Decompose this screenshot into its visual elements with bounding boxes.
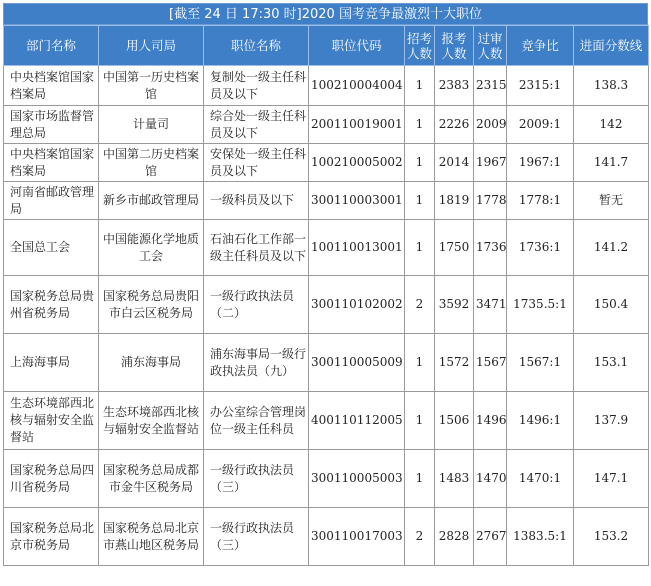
cell-hire: 1 — [405, 106, 435, 144]
col-header-dept: 部门名称 — [4, 26, 99, 66]
cell-user: 中国能源化学地质工会 — [99, 220, 204, 276]
cell-applied: 2226 — [435, 106, 474, 144]
cell-dept: 中央档案馆国家档案局 — [4, 66, 99, 106]
header-row — [4, 26, 649, 66]
cell-ratio: 2315:1 — [507, 66, 574, 106]
cell-position: 一级行政执法员（三） — [204, 508, 309, 566]
cell-code: 300110003001 — [309, 182, 405, 220]
cell-applied: 1819 — [435, 182, 474, 220]
cell-ratio: 1496:1 — [507, 392, 574, 450]
cell-approved: 3471 — [474, 276, 507, 334]
cell-score: 150.4 — [574, 276, 649, 334]
cell-applied: 1750 — [435, 220, 474, 276]
col-header-user: 用人司局 — [99, 26, 204, 66]
cell-position: 一级科员及以下 — [204, 182, 309, 220]
col-header-applied: 报考人数 — [435, 26, 474, 66]
cell-applied: 1506 — [435, 392, 474, 450]
table-title: [截至 24 日 17:30 时]2020 国考竞争最激烈十大职位 — [3, 3, 648, 25]
cell-approved: 2009 — [474, 106, 507, 144]
positions-table — [3, 25, 649, 566]
cell-position: 复制处一级主任科员及以下 — [204, 66, 309, 106]
col-header-hire: 招考人数 — [405, 26, 435, 66]
cell-code: 100210004004 — [309, 66, 405, 106]
cell-code: 300110017003 — [309, 508, 405, 566]
cell-ratio: 1736:1 — [507, 220, 574, 276]
cell-applied: 1483 — [435, 450, 474, 508]
cell-ratio: 1567:1 — [507, 334, 574, 392]
table-row — [4, 392, 649, 450]
cell-approved: 1967 — [474, 144, 507, 182]
table-row — [4, 182, 649, 220]
cell-dept: 上海海事局 — [4, 334, 99, 392]
cell-code: 300110005009 — [309, 334, 405, 392]
cell-applied: 1572 — [435, 334, 474, 392]
cell-hire: 1 — [405, 144, 435, 182]
cell-dept: 国家税务总局贵州省税务局 — [4, 276, 99, 334]
cell-applied: 3592 — [435, 276, 474, 334]
table-container — [3, 3, 648, 566]
cell-dept: 国家税务总局四川省税务局 — [4, 450, 99, 508]
cell-ratio: 1778:1 — [507, 182, 574, 220]
cell-ratio: 1967:1 — [507, 144, 574, 182]
col-header-position: 职位名称 — [204, 26, 309, 66]
cell-score: 153.2 — [574, 508, 649, 566]
table-row — [4, 276, 649, 334]
cell-position: 综合处一级主任科员及以下 — [204, 106, 309, 144]
cell-code: 100110013001 — [309, 220, 405, 276]
cell-ratio: 1735.5:1 — [507, 276, 574, 334]
cell-approved: 2315 — [474, 66, 507, 106]
cell-score: 142 — [574, 106, 649, 144]
cell-hire: 2 — [405, 508, 435, 566]
cell-score: 153.1 — [574, 334, 649, 392]
col-header-score: 进面分数线 — [574, 26, 649, 66]
cell-dept: 中央档案馆国家档案局 — [4, 144, 99, 182]
cell-applied: 2828 — [435, 508, 474, 566]
cell-position: 一级行政执法员（二） — [204, 276, 309, 334]
cell-applied: 2383 — [435, 66, 474, 106]
cell-position: 石油石化工作部一级主任科员及以下 — [204, 220, 309, 276]
cell-approved: 2767 — [474, 508, 507, 566]
cell-applied: 2014 — [435, 144, 474, 182]
cell-approved: 1778 — [474, 182, 507, 220]
cell-user: 中国第二历史档案馆 — [99, 144, 204, 182]
cell-hire: 2 — [405, 276, 435, 334]
cell-user: 浦东海事局 — [99, 334, 204, 392]
col-header-ratio: 竞争比 — [507, 26, 574, 66]
cell-score: 141.7 — [574, 144, 649, 182]
cell-dept: 国家市场监督管理总局 — [4, 106, 99, 144]
cell-ratio: 1383.5:1 — [507, 508, 574, 566]
col-header-code: 职位代码 — [309, 26, 405, 66]
cell-approved: 1736 — [474, 220, 507, 276]
cell-user: 国家税务总局成都市金牛区税务局 — [99, 450, 204, 508]
cell-user: 计量司 — [99, 106, 204, 144]
col-header-approved: 过审人数 — [474, 26, 507, 66]
cell-hire: 1 — [405, 334, 435, 392]
cell-hire: 1 — [405, 450, 435, 508]
cell-position: 安保处一级主任科员及以下 — [204, 144, 309, 182]
cell-position: 办公室综合管理岗位一级主任科员 — [204, 392, 309, 450]
cell-score: 141.2 — [574, 220, 649, 276]
cell-approved: 1470 — [474, 450, 507, 508]
cell-hire: 1 — [405, 66, 435, 106]
cell-score: 147.1 — [574, 450, 649, 508]
cell-user: 国家税务总局贵阳市白云区税务局 — [99, 276, 204, 334]
cell-code: 200110019001 — [309, 106, 405, 144]
cell-score: 暂无 — [574, 182, 649, 220]
cell-approved: 1496 — [474, 392, 507, 450]
table-row — [4, 220, 649, 276]
cell-hire: 1 — [405, 220, 435, 276]
cell-dept: 国家税务总局北京市税务局 — [4, 508, 99, 566]
table-row — [4, 334, 649, 392]
cell-code: 300110102002 — [309, 276, 405, 334]
table-row — [4, 106, 649, 144]
table-row — [4, 508, 649, 566]
table-row — [4, 144, 649, 182]
cell-dept: 全国总工会 — [4, 220, 99, 276]
cell-user: 国家税务总局北京市燕山地区税务局 — [99, 508, 204, 566]
cell-position: 一级行政执法员（三） — [204, 450, 309, 508]
cell-score: 137.9 — [574, 392, 649, 450]
cell-hire: 1 — [405, 182, 435, 220]
table-row — [4, 66, 649, 106]
cell-dept: 生态环境部西北核与辐射安全监督站 — [4, 392, 99, 450]
cell-code: 400110112005 — [309, 392, 405, 450]
cell-position: 浦东海事局一级行政执法员（九） — [204, 334, 309, 392]
cell-hire: 1 — [405, 392, 435, 450]
cell-user: 中国第一历史档案馆 — [99, 66, 204, 106]
cell-ratio: 2009:1 — [507, 106, 574, 144]
cell-code: 300110005003 — [309, 450, 405, 508]
cell-approved: 1567 — [474, 334, 507, 392]
table-row — [4, 450, 649, 508]
cell-ratio: 1470:1 — [507, 450, 574, 508]
cell-score: 138.3 — [574, 66, 649, 106]
cell-user: 新乡市邮政管理局 — [99, 182, 204, 220]
cell-dept: 河南省邮政管理局 — [4, 182, 99, 220]
cell-user: 生态环境部西北核与辐射安全监督站 — [99, 392, 204, 450]
cell-code: 100210005002 — [309, 144, 405, 182]
